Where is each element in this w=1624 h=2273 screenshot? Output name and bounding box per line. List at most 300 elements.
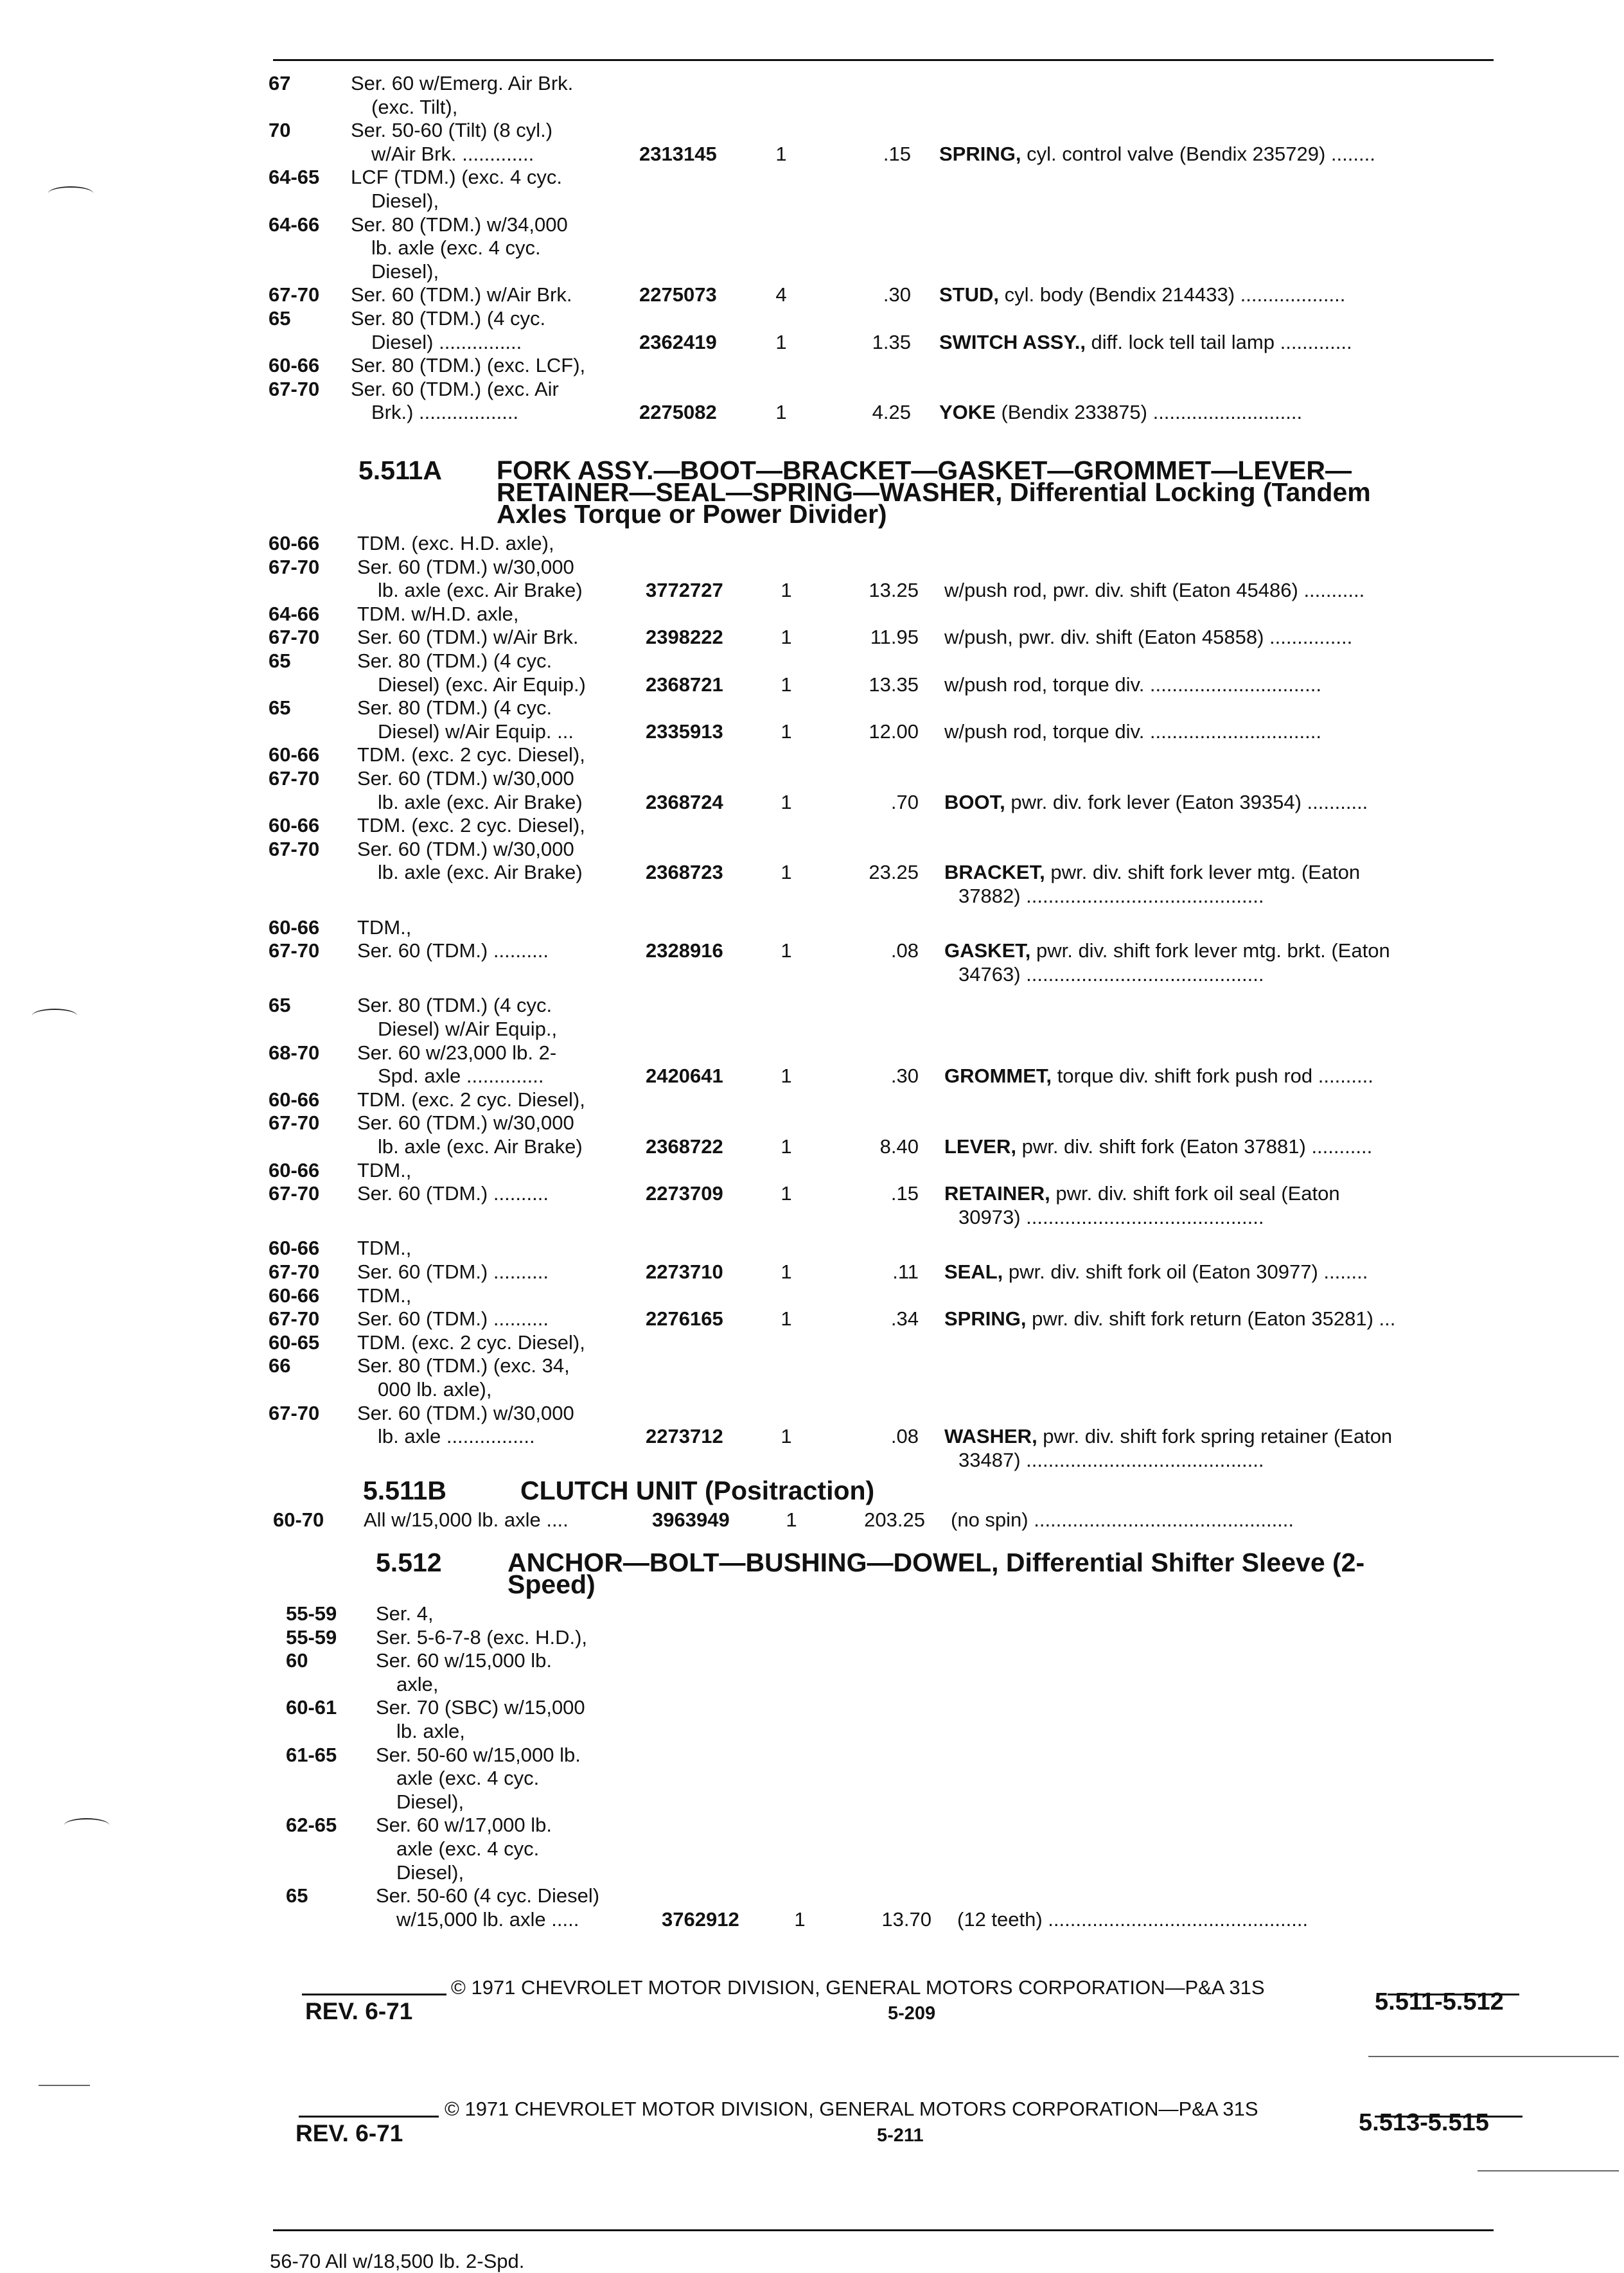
application: Ser. 80 (TDM.) (exc. LCF), bbox=[351, 354, 586, 376]
part-name: LEVER, bbox=[944, 1135, 1016, 1158]
application: Ser. 60 (TDM.) .......... bbox=[357, 1182, 549, 1205]
part-number: 2368723 bbox=[646, 861, 723, 883]
model-year: 64-66 bbox=[269, 213, 320, 236]
application: TDM. (exc. 2 cyc. Diesel), bbox=[357, 814, 585, 836]
model-year: 60-66 bbox=[269, 1088, 320, 1111]
application: All w/15,000 lb. axle .... bbox=[364, 1508, 569, 1531]
section-number: 5.512 bbox=[376, 1548, 442, 1577]
part-number: 3772727 bbox=[646, 579, 723, 601]
application: (exc. Tilt), bbox=[371, 96, 458, 118]
application: Ser. 80 (TDM.) (4 cyc. bbox=[357, 696, 552, 719]
application: Diesel) ............... bbox=[371, 331, 522, 353]
table-row bbox=[0, 814, 1624, 837]
list-price: 8.40 bbox=[879, 1135, 919, 1158]
application: TDM., bbox=[357, 1237, 412, 1259]
application: Ser. 60 w/17,000 lb. bbox=[376, 1814, 552, 1836]
application: Ser. 60 w/23,000 lb. 2- bbox=[357, 1041, 557, 1064]
quantity: 1 bbox=[794, 1908, 806, 1931]
part-name: BOOT, bbox=[944, 791, 1005, 813]
part-description bbox=[944, 579, 1364, 602]
table-row bbox=[0, 283, 1624, 306]
application: axle (exc. 4 cyc. bbox=[396, 1767, 540, 1789]
list-price: 13.70 bbox=[881, 1908, 931, 1931]
application: Diesel), bbox=[396, 1861, 464, 1884]
table-row bbox=[0, 579, 1624, 602]
table-row bbox=[0, 1111, 1624, 1135]
application: Ser. 70 (SBC) w/15,000 bbox=[376, 1696, 585, 1719]
part-description-text: cyl. body (Bendix 214433) ................... bbox=[999, 283, 1346, 306]
quantity: 1 bbox=[781, 626, 792, 648]
quantity: 1 bbox=[775, 401, 787, 423]
part-name: GROMMET, bbox=[944, 1065, 1052, 1087]
part-description bbox=[944, 861, 1360, 884]
table-row bbox=[0, 190, 1624, 213]
application: Ser. 60 (TDM.) w/Air Brk. bbox=[351, 283, 572, 306]
separator-rule bbox=[39, 2085, 90, 2086]
application: Diesel), bbox=[371, 260, 439, 283]
table-row bbox=[0, 994, 1624, 1017]
table-row bbox=[0, 1814, 1624, 1837]
table-row bbox=[0, 1649, 1624, 1672]
part-description bbox=[957, 1908, 1308, 1931]
application: lb. axle, bbox=[396, 1720, 465, 1742]
table-row bbox=[0, 1088, 1624, 1111]
application: Ser. 50-60 w/15,000 lb. bbox=[376, 1744, 581, 1766]
application: w/15,000 lb. axle ..... bbox=[396, 1908, 579, 1931]
application: Ser. 50-60 (Tilt) (8 cyl.) bbox=[351, 119, 553, 141]
table-row bbox=[0, 626, 1624, 649]
table-row bbox=[0, 1908, 1624, 1931]
part-description bbox=[944, 673, 1321, 696]
part-description bbox=[944, 720, 1321, 743]
application: Ser. 60 (TDM.) .......... bbox=[357, 1307, 549, 1330]
application: lb. axle ................ bbox=[378, 1425, 535, 1447]
model-year: 60-66 bbox=[269, 532, 320, 554]
quantity: 1 bbox=[781, 791, 792, 813]
part-description-cont: 34763) ........................................... bbox=[958, 962, 1264, 986]
quantity: 1 bbox=[781, 861, 792, 883]
application: axle (exc. 4 cyc. bbox=[396, 1837, 540, 1860]
table-row bbox=[0, 143, 1624, 166]
part-number: 2335913 bbox=[646, 720, 723, 743]
table-row bbox=[0, 119, 1624, 142]
footer-rule-left bbox=[302, 1994, 446, 1995]
part-description bbox=[951, 1508, 1294, 1532]
part-description-text: pwr. div. shift fork (Eaton 37881) ........... bbox=[1016, 1135, 1373, 1158]
part-description bbox=[939, 143, 1375, 166]
application: Ser. 4, bbox=[376, 1602, 434, 1625]
part-number: 3762912 bbox=[662, 1908, 739, 1931]
list-price: 13.25 bbox=[869, 579, 919, 601]
model-year: 60-66 bbox=[269, 1284, 320, 1307]
application: Ser. 60 (TDM.) w/30,000 bbox=[357, 556, 574, 578]
application: Diesel) (exc. Air Equip.) bbox=[378, 673, 586, 696]
model-year: 67-70 bbox=[269, 556, 320, 578]
table-row bbox=[0, 1837, 1624, 1861]
part-description bbox=[944, 626, 1352, 649]
model-year: 67-70 bbox=[269, 838, 320, 860]
model-year: 60-66 bbox=[269, 1237, 320, 1259]
part-description bbox=[939, 401, 1302, 424]
part-description-text: w/push rod, torque div. ............................... bbox=[944, 673, 1321, 696]
part-description-text: diff. lock tell tail lamp ............. bbox=[1085, 331, 1352, 353]
list-price: .34 bbox=[890, 1307, 919, 1330]
part-description-text: cyl. control valve (Bendix 235729) ........ bbox=[1021, 143, 1375, 165]
model-year: 60 bbox=[286, 1649, 308, 1672]
table-row bbox=[0, 673, 1624, 696]
application: 000 lb. axle), bbox=[378, 1378, 492, 1401]
model-year: 60-66 bbox=[269, 1159, 320, 1181]
model-year: 67 bbox=[269, 72, 291, 94]
table-row bbox=[0, 532, 1624, 555]
model-year: 60-61 bbox=[286, 1696, 337, 1719]
table-row bbox=[0, 1065, 1624, 1088]
model-year: 60-70 bbox=[273, 1508, 324, 1531]
separator-rule bbox=[1368, 2056, 1619, 2057]
list-price: .08 bbox=[890, 1425, 919, 1447]
part-description-cont: 37882) ........................................... bbox=[958, 884, 1264, 907]
application: TDM., bbox=[357, 916, 412, 939]
part-name: SPRING, bbox=[944, 1307, 1027, 1330]
part-description-text: (12 teeth) ............................................... bbox=[957, 1908, 1309, 1931]
part-number: 2276165 bbox=[646, 1307, 723, 1330]
footer-section-range: 5.511-5.512 bbox=[1375, 1988, 1504, 2015]
application: TDM. w/H.D. axle, bbox=[357, 603, 519, 625]
model-year: 64-65 bbox=[269, 166, 320, 188]
section-title-line: Speed) bbox=[508, 1570, 596, 1599]
footer2-rev: REV. 6-71 bbox=[296, 2120, 403, 2146]
model-year: 67-70 bbox=[269, 1307, 320, 1330]
part-name: SPRING, bbox=[939, 143, 1021, 165]
application: Ser. 5-6-7-8 (exc. H.D.), bbox=[376, 1626, 588, 1649]
quantity: 1 bbox=[781, 1260, 792, 1283]
application: Ser. 80 (TDM.) (4 cyc. bbox=[351, 307, 546, 330]
model-year: 68-70 bbox=[269, 1041, 320, 1064]
table-row bbox=[0, 939, 1624, 986]
list-price: 4.25 bbox=[872, 401, 911, 423]
table-row bbox=[0, 1767, 1624, 1790]
table-row bbox=[0, 720, 1624, 743]
part-number: 2368724 bbox=[646, 791, 723, 813]
section-title-line: CLUTCH UNIT (Positraction) bbox=[520, 1476, 875, 1505]
table-row bbox=[0, 72, 1624, 95]
part-description-text: w/push rod, torque div. ............................... bbox=[944, 720, 1321, 743]
model-year: 60-66 bbox=[269, 354, 320, 376]
part-name: SEAL, bbox=[944, 1260, 1003, 1283]
application: Ser. 60 (TDM.) w/30,000 bbox=[357, 1111, 574, 1134]
table-row bbox=[0, 1284, 1624, 1307]
table-row bbox=[0, 354, 1624, 377]
table-row bbox=[0, 838, 1624, 861]
table-row bbox=[0, 1791, 1624, 1814]
list-price: .15 bbox=[883, 143, 911, 165]
part-description bbox=[944, 1307, 1395, 1331]
section-header bbox=[363, 1476, 1519, 1505]
table-row bbox=[0, 1135, 1624, 1158]
bottom-fragment: 56-70 All w/18,500 lb. 2-Spd. bbox=[270, 2250, 525, 2272]
table-row bbox=[0, 1425, 1624, 1471]
table-row bbox=[0, 1402, 1624, 1425]
part-description bbox=[939, 283, 1345, 306]
table-row bbox=[0, 1602, 1624, 1625]
table-row bbox=[0, 331, 1624, 354]
part-description-text: pwr. div. shift fork oil (Eaton 30977) ........ bbox=[1003, 1260, 1368, 1283]
model-year: 67-70 bbox=[269, 1260, 320, 1283]
part-description-text: w/push, pwr. div. shift (Eaton 45858) ............... bbox=[944, 626, 1353, 648]
part-number: 2275073 bbox=[639, 283, 717, 306]
section-header bbox=[376, 1548, 1532, 1599]
part-number: 2420641 bbox=[646, 1065, 723, 1087]
part-description-cont: 30973) ........................................... bbox=[958, 1205, 1264, 1228]
table-row bbox=[0, 1018, 1624, 1041]
footer-copyright: © 1971 CHEVROLET MOTOR DIVISION, GENERAL MOTORS CORPORATION—P&A 31S bbox=[451, 1976, 1265, 1999]
part-number: 2362419 bbox=[639, 331, 717, 353]
part-description bbox=[944, 1135, 1372, 1158]
table-row bbox=[0, 1159, 1624, 1182]
part-description-text: (no spin) ............................................... bbox=[951, 1508, 1294, 1531]
table-row bbox=[0, 696, 1624, 720]
application: TDM. (exc. 2 cyc. Diesel), bbox=[357, 743, 585, 766]
footer-rev: REV. 6-71 bbox=[305, 1998, 413, 2024]
list-price: .08 bbox=[890, 939, 919, 962]
application: TDM. (exc. H.D. axle), bbox=[357, 532, 554, 554]
part-number: 2398222 bbox=[646, 626, 723, 648]
table-row bbox=[0, 650, 1624, 673]
application: Ser. 60 (TDM.) .......... bbox=[357, 939, 549, 962]
model-year: 70 bbox=[269, 119, 291, 141]
table-row bbox=[0, 236, 1624, 260]
model-year: 67-70 bbox=[269, 626, 320, 648]
model-year: 65 bbox=[269, 650, 291, 672]
section-title-line: RETAINER—SEAL—SPRING—WASHER, Differential Locking (Tandem bbox=[497, 477, 1371, 507]
model-year: 64-66 bbox=[269, 603, 320, 625]
application: Brk.) .................. bbox=[371, 401, 519, 423]
table-row bbox=[0, 861, 1624, 907]
table-row bbox=[0, 307, 1624, 330]
list-price: .30 bbox=[883, 283, 911, 306]
section-title-line: ANCHOR—BOLT—BUSHING—DOWEL, Differential Shifter Sleeve (2- bbox=[508, 1548, 1365, 1577]
quantity: 1 bbox=[781, 673, 792, 696]
part-description-text: (Bendix 233875) ........................... bbox=[995, 401, 1303, 423]
application: Ser. 60 w/15,000 lb. bbox=[376, 1649, 552, 1672]
table-row bbox=[0, 791, 1624, 814]
table-row bbox=[0, 1744, 1624, 1767]
application: TDM., bbox=[357, 1284, 412, 1307]
table-row bbox=[0, 1307, 1624, 1331]
table-row bbox=[0, 1861, 1624, 1884]
part-number: 2273712 bbox=[646, 1425, 723, 1447]
separator-rule bbox=[1478, 2170, 1619, 2171]
quantity: 1 bbox=[775, 143, 787, 165]
part-name: BRACKET, bbox=[944, 861, 1045, 883]
bottom-rule bbox=[273, 2229, 1494, 2231]
table-row bbox=[0, 96, 1624, 119]
application: LCF (TDM.) (exc. 4 cyc. bbox=[351, 166, 562, 188]
model-year: 65 bbox=[269, 696, 291, 719]
table-row bbox=[0, 213, 1624, 236]
model-year: 55-59 bbox=[286, 1602, 337, 1625]
quantity: 1 bbox=[775, 331, 787, 353]
top-rule bbox=[273, 59, 1494, 61]
part-description-cont: 33487) ........................................... bbox=[958, 1448, 1264, 1471]
part-description-text: torque div. shift fork push rod .......... bbox=[1052, 1065, 1373, 1087]
table-row bbox=[0, 743, 1624, 766]
application: Spd. axle .............. bbox=[378, 1065, 544, 1087]
application: lb. axle (exc. Air Brake) bbox=[378, 861, 583, 883]
part-description bbox=[944, 1065, 1373, 1088]
part-name: YOKE bbox=[939, 401, 996, 423]
model-year: 62-65 bbox=[286, 1814, 337, 1836]
footer2-copyright: © 1971 CHEVROLET MOTOR DIVISION, GENERAL MOTORS CORPORATION—P&A 31S bbox=[445, 2098, 1258, 2120]
quantity: 4 bbox=[775, 283, 787, 306]
part-number: 2368721 bbox=[646, 673, 723, 696]
quantity: 1 bbox=[781, 1065, 792, 1087]
model-year: 67-70 bbox=[269, 939, 320, 962]
footer2-page-number: 5-211 bbox=[877, 2125, 924, 2146]
part-description-text: pwr. div. shift fork oil seal (Eaton bbox=[1050, 1182, 1340, 1205]
table-row bbox=[0, 767, 1624, 790]
application: Diesel) w/Air Equip. ... bbox=[378, 720, 574, 743]
part-description bbox=[939, 331, 1352, 354]
application: w/Air Brk. ............. bbox=[371, 143, 534, 165]
application: Ser. 50-60 (4 cyc. Diesel) bbox=[376, 1884, 600, 1907]
quantity: 1 bbox=[781, 1307, 792, 1330]
model-year: 55-59 bbox=[286, 1626, 337, 1649]
application: Ser. 80 (TDM.) (4 cyc. bbox=[357, 994, 552, 1016]
model-year: 67-70 bbox=[269, 1111, 320, 1134]
list-price: 11.95 bbox=[870, 626, 919, 648]
table-row bbox=[0, 1260, 1624, 1284]
quantity: 1 bbox=[786, 1508, 797, 1531]
application: Ser. 60 w/Emerg. Air Brk. bbox=[351, 72, 574, 94]
part-number: 2368722 bbox=[646, 1135, 723, 1158]
part-description-text: pwr. div. shift fork return (Eaton 35281) ... bbox=[1026, 1307, 1396, 1330]
table-row bbox=[0, 166, 1624, 189]
application: Ser. 60 (TDM.) w/Air Brk. bbox=[357, 626, 579, 648]
application: Ser. 60 (TDM.) w/30,000 bbox=[357, 838, 574, 860]
list-price: .11 bbox=[892, 1260, 919, 1283]
table-row bbox=[0, 1041, 1624, 1065]
list-price: .30 bbox=[890, 1065, 919, 1087]
application: Diesel), bbox=[396, 1791, 464, 1813]
table-row bbox=[0, 916, 1624, 939]
model-year: 65 bbox=[269, 307, 291, 330]
part-description-text: pwr. div. shift fork spring retainer (Eaton bbox=[1037, 1425, 1393, 1447]
application: lb. axle (exc. Air Brake) bbox=[378, 579, 583, 601]
quantity: 1 bbox=[781, 939, 792, 962]
application: Ser. 60 (TDM.) .......... bbox=[357, 1260, 549, 1283]
application: Ser. 80 (TDM.) w/34,000 bbox=[351, 213, 568, 236]
list-price: .70 bbox=[890, 791, 919, 813]
table-row bbox=[0, 378, 1624, 401]
application: axle, bbox=[396, 1673, 439, 1695]
table-row bbox=[0, 401, 1624, 424]
part-name: WASHER, bbox=[944, 1425, 1037, 1447]
part-number: 3963949 bbox=[652, 1508, 730, 1531]
part-number: 2273709 bbox=[646, 1182, 723, 1205]
table-row bbox=[0, 1182, 1624, 1228]
model-year: 67-70 bbox=[269, 767, 320, 790]
quantity: 1 bbox=[781, 1135, 792, 1158]
list-price: 23.25 bbox=[869, 861, 919, 883]
part-name: GASKET, bbox=[944, 939, 1031, 962]
application: Diesel) w/Air Equip., bbox=[378, 1018, 558, 1040]
part-description bbox=[944, 791, 1368, 814]
model-year: 67-70 bbox=[269, 1402, 320, 1424]
part-number: 2313145 bbox=[639, 143, 717, 165]
model-year: 67-70 bbox=[269, 378, 320, 400]
model-year: 66 bbox=[269, 1354, 291, 1377]
footer2-rule-left bbox=[299, 2116, 439, 2118]
section-number: 5.511B bbox=[363, 1476, 446, 1505]
application: TDM., bbox=[357, 1159, 412, 1181]
model-year: 61-65 bbox=[286, 1744, 337, 1766]
part-description-text: pwr. div. shift fork lever mtg. brkt. (Eaton bbox=[1030, 939, 1390, 962]
part-number: 2273710 bbox=[646, 1260, 723, 1283]
section-title-line: Axles Torque or Power Divider) bbox=[497, 499, 887, 529]
part-number: 2328916 bbox=[646, 939, 723, 962]
table-row bbox=[0, 1508, 1624, 1532]
table-row bbox=[0, 260, 1624, 283]
table-row bbox=[0, 1720, 1624, 1743]
part-name: RETAINER, bbox=[944, 1182, 1050, 1205]
footer-page-number: 5-209 bbox=[888, 2003, 936, 2024]
part-name: STUD, bbox=[939, 283, 999, 306]
application: Ser. 60 (TDM.) w/30,000 bbox=[357, 767, 574, 790]
table-row bbox=[0, 556, 1624, 579]
table-row bbox=[0, 1237, 1624, 1260]
model-year: 60-65 bbox=[269, 1331, 320, 1354]
application: lb. axle (exc. Air Brake) bbox=[378, 1135, 583, 1158]
application: TDM. (exc. 2 cyc. Diesel), bbox=[357, 1088, 585, 1111]
model-year: 67-70 bbox=[269, 1182, 320, 1205]
part-description-text: pwr. div. shift fork lever mtg. (Eaton bbox=[1045, 861, 1361, 883]
table-row bbox=[0, 603, 1624, 626]
quantity: 1 bbox=[781, 1182, 792, 1205]
section-title-line: FORK ASSY.—BOOT—BRACKET—GASKET—GROMMET—LEVER— bbox=[497, 455, 1352, 485]
application: Diesel), bbox=[371, 190, 439, 212]
part-description-text: pwr. div. fork lever (Eaton 39354) ........... bbox=[1005, 791, 1368, 813]
list-price: .15 bbox=[890, 1182, 919, 1205]
footer2-section-range: 5.513-5.515 bbox=[1359, 2109, 1489, 2136]
model-year: 65 bbox=[269, 994, 291, 1016]
section-header bbox=[358, 455, 1515, 529]
model-year: 60-66 bbox=[269, 743, 320, 766]
table-row bbox=[0, 1331, 1624, 1354]
part-description-text: w/push rod, pwr. div. shift (Eaton 45486) ........... bbox=[944, 579, 1365, 601]
part-description bbox=[944, 1182, 1340, 1205]
table-row bbox=[0, 1626, 1624, 1649]
application: Ser. 60 (TDM.) (exc. Air bbox=[351, 378, 559, 400]
application: Ser. 80 (TDM.) (exc. 34, bbox=[357, 1354, 570, 1377]
part-number: 2275082 bbox=[639, 401, 717, 423]
list-price: 13.35 bbox=[869, 673, 919, 696]
model-year: 65 bbox=[286, 1884, 308, 1907]
list-price: 12.00 bbox=[869, 720, 919, 743]
application: lb. axle (exc. Air Brake) bbox=[378, 791, 583, 813]
list-price: 203.25 bbox=[864, 1508, 925, 1531]
part-description bbox=[944, 939, 1390, 962]
table-row bbox=[0, 1673, 1624, 1696]
application: TDM. (exc. 2 cyc. Diesel), bbox=[357, 1331, 585, 1354]
quantity: 1 bbox=[781, 579, 792, 601]
table-row bbox=[0, 1354, 1624, 1377]
part-name: SWITCH ASSY., bbox=[939, 331, 1086, 353]
quantity: 1 bbox=[781, 1425, 792, 1447]
quantity: 1 bbox=[781, 720, 792, 743]
list-price: 1.35 bbox=[872, 331, 911, 353]
table-row bbox=[0, 1696, 1624, 1719]
